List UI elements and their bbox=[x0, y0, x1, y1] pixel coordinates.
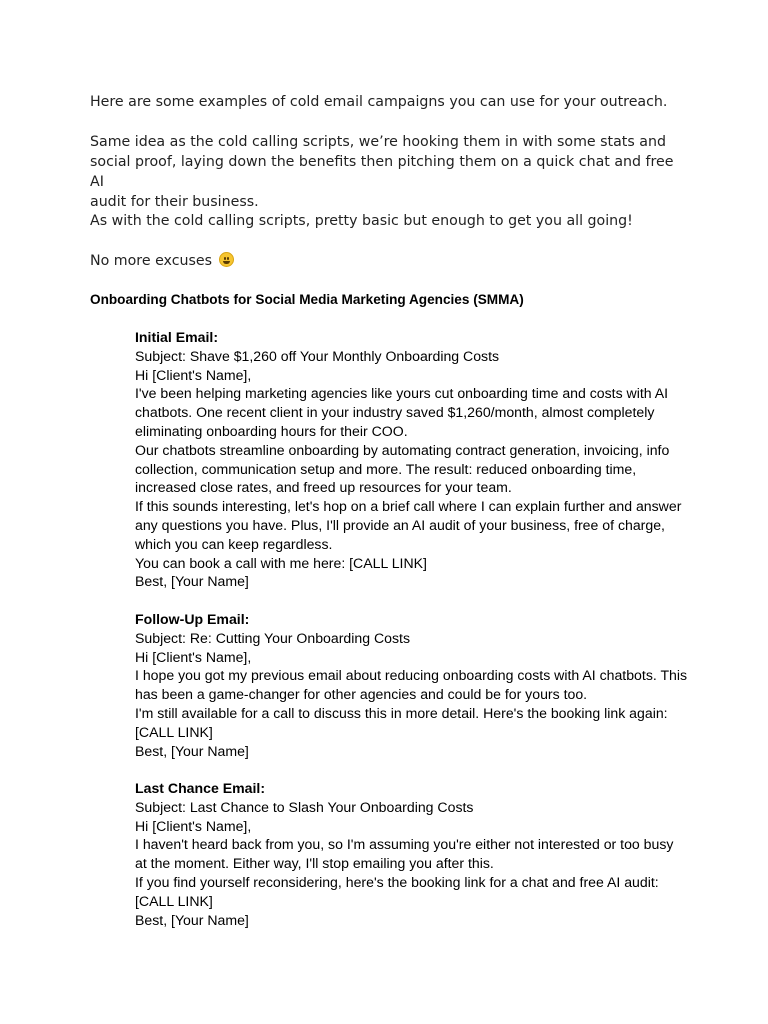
email-line: [CALL LINK] bbox=[135, 723, 213, 740]
intro-paragraph-2-line: Same idea as the cold calling scripts, we’re hooking them in with some stats and bbox=[90, 134, 666, 150]
section-title: Onboarding Chatbots for Social Media Marketing Agencies (SMMA) bbox=[90, 292, 524, 307]
email-line: increased close rates, and freed up resources for your team. bbox=[135, 479, 512, 496]
intro-paragraph-4 bbox=[90, 251, 690, 271]
email-line: Our chatbots streamline onboarding by automating contract generation, invoicing, info bbox=[135, 441, 670, 458]
email-line: I'm still available for a call to discuss this in more detail. Here's the booking link again: bbox=[135, 704, 668, 721]
grinning-face-icon bbox=[219, 252, 234, 267]
email-line: [CALL LINK] bbox=[135, 892, 213, 909]
email-label: Follow-Up Email: bbox=[135, 611, 250, 627]
email-line: eliminating onboarding hours for their COO. bbox=[135, 422, 408, 439]
intro-paragraph-2 bbox=[90, 132, 686, 212]
email-label: Initial Email: bbox=[135, 329, 219, 345]
no-more-excuses-text: No more excuses bbox=[90, 253, 212, 269]
email-line: If you find yourself reconsidering, here's the booking link for a chat and free AI audit: bbox=[135, 873, 659, 890]
email-line: Subject: Last Chance to Slash Your Onboarding Costs bbox=[135, 798, 474, 815]
email-line: Best, [Your Name] bbox=[135, 911, 249, 928]
email-line: Hi [Client's Name], bbox=[135, 648, 252, 665]
email-line: any questions you have. Plus, I'll provide an AI audit of your business, free of charge, bbox=[135, 516, 665, 533]
intro-paragraph-3: As with the cold calling scripts, pretty basic but enough to get you all going! bbox=[90, 213, 633, 229]
intro-paragraph-1: Here are some examples of cold email campaigns you can use for your outreach. bbox=[90, 94, 668, 110]
email-line: Best, [Your Name] bbox=[135, 573, 249, 590]
email-line: has been a game-changer for other agencies and could be for yours too. bbox=[135, 686, 588, 703]
email-line: I've been helping marketing agencies like yours cut onboarding time and costs with AI bbox=[135, 385, 669, 402]
email-line: collection, communication setup and more. The result: reduced onboarding time, bbox=[135, 460, 637, 477]
email-line: I haven't heard back from you, so I'm assuming you're either not interested or too busy bbox=[135, 836, 674, 853]
email-line: Subject: Re: Cutting Your Onboarding Costs bbox=[135, 629, 410, 646]
email-line: Subject: Shave $1,260 off Your Monthly Onboarding Costs bbox=[135, 347, 500, 364]
follow-up-email-block bbox=[135, 610, 688, 760]
intro-paragraph-2-line: social proof, laying down the benefits then pitching them on a quick chat and free AI bbox=[90, 154, 674, 190]
intro-paragraph-2-line: audit for their business. bbox=[90, 194, 259, 210]
email-line: I hope you got my previous email about reducing onboarding costs with AI chatbots. This bbox=[135, 667, 688, 684]
last-chance-email-block bbox=[135, 779, 683, 929]
email-line: Best, [Your Name] bbox=[135, 742, 249, 759]
email-line: If this sounds interesting, let's hop on a brief call where I can explain further and answer bbox=[135, 498, 682, 515]
email-line: You can book a call with me here: [CALL LINK] bbox=[135, 554, 427, 571]
initial-email-block bbox=[135, 328, 683, 591]
email-line: Hi [Client's Name], bbox=[135, 366, 252, 383]
email-line: at the moment. Either way, I'll stop emailing you after this. bbox=[135, 855, 494, 872]
email-line: which you can keep regardless. bbox=[135, 535, 333, 552]
email-line: Hi [Client's Name], bbox=[135, 817, 252, 834]
email-line: chatbots. One recent client in your industry saved $1,260/month, almost completely bbox=[135, 404, 655, 421]
email-label: Last Chance Email: bbox=[135, 780, 266, 796]
